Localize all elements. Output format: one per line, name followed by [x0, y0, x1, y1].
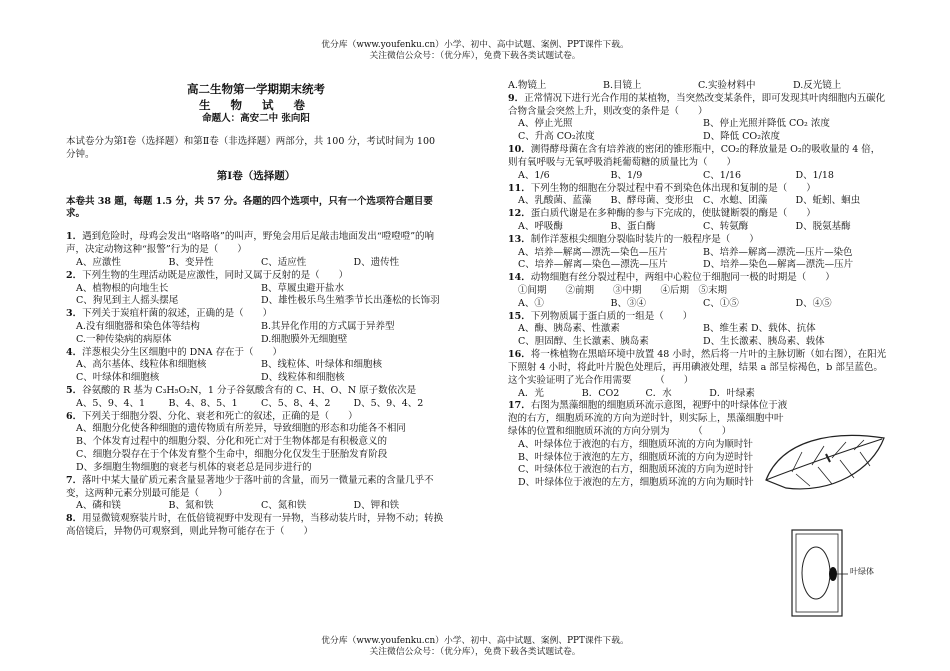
option: A、高尔基体、线粒体和细胞核 — [76, 359, 207, 371]
option: C、狗见到主人摇头摆尾 — [76, 295, 179, 307]
answer-bracket: （ ） — [275, 525, 314, 537]
question-9 — [508, 93, 888, 144]
question-stem: 洋葱根尖分生区细胞中的 DNA 存在于（ ） — [82, 346, 282, 358]
option: A、乳酸菌、蓝藻 — [518, 195, 592, 207]
question-stem: 下列关于细胞分裂、分化、衰老和死亡的叙述，正确的是（ ） — [82, 410, 358, 422]
question-number: 4． — [66, 346, 83, 358]
leaf-diagram — [762, 430, 888, 496]
options — [66, 257, 446, 270]
question-12 — [508, 208, 888, 234]
footer-line-2: 关注微信公众号：（优分库），免费下载各类试题试卷。 — [369, 646, 581, 657]
option: C、细胞分裂存在于个体发育整个生命中，细胞分化仅发生于胚胎发育阶段 — [76, 449, 388, 461]
options — [508, 323, 888, 349]
options — [66, 359, 446, 385]
option: D、降低 CO₂浓度 — [703, 131, 781, 143]
exam-author: 命题人：高安二中 张向阳 — [202, 113, 310, 125]
option: C、5、8、4、2 — [261, 397, 331, 409]
option: C、转氨酶 — [703, 220, 749, 232]
option: B、草履虫避开盐水 — [261, 282, 344, 294]
option: D.反光镜上 — [793, 80, 842, 91]
question-number: 6． — [66, 410, 83, 422]
question-stem: 正常情况下进行光合作用的某植物，当突然改变某条件，即可发现其叶肉细胞内五碳化合物含量会突然上升，则改变的条件是（ ） — [508, 92, 886, 117]
header-line-1: 优分库（www.youfenku.cn）小学、初中、高中试题、案例、PPT课件下载。 — [321, 40, 629, 50]
question-stem: 蛋白质代谢是在多种酶的参与下完成的，使肽键断裂的酶是（ ） — [530, 208, 816, 220]
option: A、① — [518, 297, 544, 309]
option: B、氮和铁 — [168, 500, 214, 512]
question-number: 7． — [66, 474, 83, 486]
options — [508, 388, 773, 401]
exam-subject: 生 物 试 卷 — [198, 97, 313, 112]
left-column — [66, 82, 446, 539]
option: B.目镜上 — [603, 80, 642, 91]
option: D.细胞膜外无细胞壁 — [261, 333, 348, 345]
question-15 — [508, 311, 888, 349]
question-number: 14． — [508, 272, 531, 284]
question-number: 8． — [66, 513, 83, 525]
option: D、5、9、4、2 — [353, 397, 424, 409]
option: D、蚯蚓、蛔虫 — [795, 195, 861, 207]
option: C、叶绿体和细胞核 — [76, 372, 160, 384]
question-11 — [508, 183, 888, 209]
question-stem: 落叶中某大量矿质元素含量显著地少于落叶前的含量，而另一微量元素的含量几乎不变，这两种元素分别最可能是（ ） — [66, 474, 434, 499]
question-stem: 测得酵母菌在含有培养液的密闭的锥形瓶中，CO₂的释放量是 O₂的吸收量的 4 倍，则有氧呼吸与无氧呼吸消耗葡萄糖的质量比为（ ） — [508, 144, 881, 168]
option: B、蛋白酶 — [610, 220, 656, 232]
option: A、细胞分化使各种细胞的遗传物质有所差异，导致细胞的形态和功能各不相同 — [76, 423, 406, 435]
option: A．光 — [518, 387, 544, 399]
question-6 — [66, 411, 446, 475]
question-number: 11． — [508, 182, 531, 194]
option: B、维生素 D、载体、抗体 — [703, 323, 816, 335]
option: D、1/18 — [795, 169, 834, 181]
options — [508, 170, 888, 183]
question-stem: 下列物质属于蛋白质的一组是（ ） — [530, 310, 693, 322]
option: D．叶绿素 — [709, 387, 755, 399]
option: A、应激性 — [76, 256, 121, 268]
question-3 — [66, 308, 446, 346]
option: C、培养—解离—染色—漂洗—压片 — [518, 259, 668, 271]
question-2 — [66, 270, 446, 308]
option: B.其异化作用的方式属于异养型 — [261, 320, 395, 332]
question-number: 3． — [66, 308, 83, 320]
question-stem: 下列关于炭疽杆菌的叙述，正确的是（ ） — [82, 308, 273, 320]
question-number: 9． — [508, 92, 525, 104]
options — [66, 321, 446, 347]
question-stem: 下列生物的生理活动既是应激性，同时又属于反射的是（ ） — [82, 269, 349, 281]
question-stem: 下列生物的细胞在分裂过程中看不到染色体出现和复制的是（ ） — [530, 182, 816, 194]
option: B、③④ — [610, 297, 646, 309]
option: B、个体发育过程中的细胞分裂、分化和死亡对于生物体都是有积极意义的 — [76, 436, 387, 448]
options — [508, 195, 888, 208]
question-stem: 谷氨酸的 R 基为 C₃H₅O₂N，1 分子谷氨酸含有的 C、H、O、N 原子数依次是 — [82, 385, 417, 397]
question-number: 12． — [508, 208, 531, 220]
question-number: 16． — [508, 349, 531, 361]
option: A、植物根的向地生长 — [76, 282, 169, 294]
option: C.实验材料中 — [698, 80, 756, 91]
right-column — [508, 80, 888, 490]
exam-title: 高二生物第一学期期末统考 — [187, 82, 325, 96]
options — [508, 80, 888, 93]
option: B、4、8、5、1 — [168, 397, 238, 409]
option: A.没有细胞器和染色体等结构 — [76, 320, 200, 332]
page-header — [0, 40, 950, 62]
option: A、5、9、4、1 — [76, 397, 146, 409]
question-number: 13． — [508, 233, 531, 245]
option: B、线粒体、叶绿体和细胞核 — [261, 359, 382, 371]
options — [66, 423, 446, 474]
option: D、脱氨基酶 — [795, 220, 851, 232]
question-number: 17． — [508, 400, 531, 412]
option: B、变异性 — [168, 256, 214, 268]
option: B、1/9 — [610, 169, 643, 181]
question-7 — [66, 475, 446, 513]
question-5 — [66, 385, 446, 411]
option: D、线粒体和细胞核 — [261, 372, 345, 384]
options — [508, 298, 888, 311]
option: D、钾和铁 — [353, 500, 400, 512]
option: C、叶绿体位于液泡的右方，细胞质环流的方向为逆时针 — [518, 464, 754, 476]
footer-line-1: 优分库（www.youfenku.cn）小学、初中、高中试题、案例、PPT课件下载。 — [321, 636, 629, 646]
exam-intro: 本试卷分为第Ⅰ卷（选择题）和第Ⅱ卷（非选择题）两部分，共 100 分，考试时间为 100 分钟。 — [66, 135, 436, 160]
question-number: 15． — [508, 310, 531, 322]
option: A.物镜上 — [508, 80, 547, 91]
question-8 — [66, 513, 446, 539]
chloroplast-label: 叶绿体 — [850, 567, 874, 576]
option: C、胆固醇、生长激素、胰岛素 — [518, 336, 649, 348]
question-13 — [508, 234, 888, 272]
question-10 — [508, 144, 888, 182]
options — [508, 118, 888, 144]
page-footer — [0, 636, 950, 658]
question-number: 10． — [508, 144, 531, 156]
option: C．水 — [645, 387, 672, 399]
option: C、水螅、团藻 — [703, 195, 768, 207]
options — [508, 247, 888, 273]
option: D、培养—染色—解离—漂洗—压片 — [703, 259, 854, 271]
option: D、遗传性 — [353, 256, 400, 268]
option: A、呼吸酶 — [518, 220, 563, 232]
option: C、1/16 — [703, 169, 742, 181]
question-4 — [66, 347, 446, 385]
option: D、生长激素、胰岛素、载体 — [703, 336, 825, 348]
option: C.一种传染病的病原体 — [76, 333, 172, 345]
question-14 — [508, 272, 888, 310]
header-line-2: 关注微信公众号：（优分库），免费下载各类试题试卷。 — [369, 50, 581, 61]
period-list: ①间期 ②前期 ③中期 ④后期 ⑤末期 — [518, 285, 728, 296]
option: D、④⑤ — [795, 297, 832, 309]
option: D、多细胞生物细胞的衰老与机体的衰老总是同步进行的 — [76, 461, 312, 473]
option: D、雄性极乐鸟生殖季节长出蓬松的长饰羽 — [261, 295, 440, 307]
option: B、酵母菌、变形虫 — [610, 195, 694, 207]
option: C、氮和铁 — [261, 500, 307, 512]
section-note: 本卷共 38 题，每题 1.5 分，共 57 分。各题的四个选项中，只有一个选项符合题目要求。 — [66, 195, 433, 220]
question-number: 1． — [66, 231, 83, 243]
question-stem: 用显微镜观察装片时，在低倍镜视野中发现有一异物，当移动装片时，异物不动；转换高倍镜后，异物仍可观察到，则此异物可能存在于 — [66, 513, 444, 537]
option: A、培养—解离—漂洗—染色—压片 — [518, 246, 668, 258]
option: C、升高 CO₂浓度 — [518, 131, 595, 143]
question-stem: 将一株植物在黑暗环境中放置 48 小时，然后将一片叶的主脉切断（如右图），在阳光下照射 4 小时，将此叶片脱色处理后，再用碘液处理，结果 a 部呈棕褐色，b 部呈蓝色。这个实验证明了光合作用需要 （ ） — [508, 349, 887, 386]
question-1 — [66, 231, 446, 269]
options — [66, 500, 446, 513]
option: A、磷和镁 — [76, 500, 121, 512]
option: A、酶、胰岛素、性激素 — [518, 323, 620, 335]
option: B．CO2 — [581, 387, 620, 399]
options — [508, 221, 888, 234]
option: A、叶绿体位于液泡的右方，细胞质环流的方向为顺时针 — [518, 438, 753, 450]
question-stem: 遇到危险时，母鸡会发出“咯咯咯”的叫声，野兔会用后足敲击地面发出“噔噔噔”的响声，决定动物这种“报警”行为的是（ ） — [66, 231, 435, 256]
option: B、叶绿体位于液泡的左方，细胞质环流的方向为逆时针 — [518, 451, 753, 463]
question-stem: 动物细胞有丝分裂过程中，两组中心粒位于细胞同一极的时期是（ ） — [530, 272, 835, 284]
question-16 — [508, 349, 888, 400]
option: D、叶绿体位于液泡的左方，细胞质环流的方向为顺时针 — [518, 477, 754, 489]
question-stem: 制作洋葱根尖细胞分裂临时装片的一般程序是（ ） — [530, 233, 759, 245]
question-stem: 右图为黑藻细胞的细胞质环流示意图，视野中的叶绿体位于液泡的右方，细胞质环流的方向为逆时针，则实际上，黑藻细胞中叶绿体的位置和细胞质环流的方向分别为 （ ） — [508, 400, 788, 437]
option: B、培养—解离—漂洗—压片—染色 — [703, 246, 853, 258]
option: C、①⑤ — [703, 297, 739, 309]
option: A、1/6 — [518, 169, 550, 181]
option: B、停止光照并降低 CO₂ 浓度 — [703, 118, 830, 130]
option: A、停止光照 — [518, 118, 573, 130]
options — [66, 283, 446, 309]
question-number: 2． — [66, 269, 83, 281]
options — [66, 398, 446, 411]
section-title: 第Ⅰ卷（选择题） — [216, 170, 296, 183]
option: C、适应性 — [261, 256, 307, 268]
question-number: 5． — [66, 385, 83, 397]
